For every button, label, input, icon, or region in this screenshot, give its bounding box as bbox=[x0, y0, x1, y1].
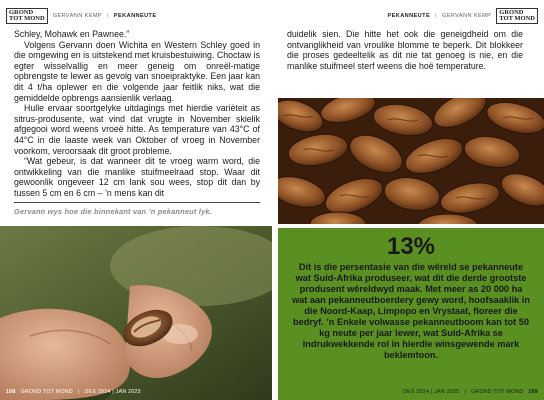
magazine-logo bbox=[496, 8, 538, 24]
right-article-column bbox=[287, 29, 523, 71]
footer-separator: | bbox=[464, 389, 467, 395]
paragraph: “Wat gebeur, is dat wanneer dit te vroeg warm word, die ontwikkeling van die manlike stuifmeelraad stop. Waar dit gewoonlik ongeveer 12 cm lank sou wees, stop dit dan by tussen 5 cm en 6 cm – ’n mens kan dit bbox=[14, 156, 260, 198]
header-author: GERVANN KEMP bbox=[441, 13, 492, 19]
right-page-header bbox=[388, 9, 538, 23]
magazine-logo bbox=[6, 8, 48, 24]
page-number: 109 bbox=[528, 389, 538, 395]
header-separator: | bbox=[435, 13, 437, 19]
left-article-column bbox=[14, 29, 260, 199]
left-page-header bbox=[6, 9, 156, 23]
page-number: 108 bbox=[6, 389, 16, 395]
right-page-footer bbox=[403, 389, 538, 395]
pecan-in-hand-photo bbox=[0, 226, 272, 400]
footer-magazine: GROND TOT MOND bbox=[471, 389, 524, 395]
header-section: PEKANNEUTE bbox=[387, 13, 431, 19]
logo-line-2: TOT MOND bbox=[9, 15, 45, 22]
header-author: GERVANN KEMP bbox=[52, 13, 103, 19]
paragraph: duidelik sien. Die hitte het ook die geneigdheid om die ontvanglikheid van vroulike blomme te beperk. Dit blokkeer die proses gedeeltelik as dit nie tat genoeg is nie, en die manlike stuifmeel sterf weens die hoë temperature. bbox=[287, 29, 523, 71]
paragraph: Volgens Gervann doen Wichita en Western Schley goed in die omgewing en is uitstekend met kruisbestuiwing. Choctaw is egter wisselvallig en meer geneig om onreël-matige opbrengste te lewer as gevolg van snoeipraktyke. Een jaar kan dit 4 t/ha oplewer en die volgende jaar feitlik niks, wat die gemiddelde opbrengs aansienlik verlaag. bbox=[14, 39, 260, 103]
paragraph: Hulle ervaar soortgelyke uitdagings met hierdie variëteit as sitrus-produsente, wat vind dat vrugte in November skielik afgegooi word weens vroeë hitte. As temperature van 43°C of 44°C in die laaste week van Oktober of vroeg in November voorkom, veroorsaak dit groot probleme. bbox=[14, 103, 260, 156]
left-page-footer bbox=[6, 389, 141, 395]
logo-line-1: GROND bbox=[9, 9, 34, 16]
logo-line-2: TOT MOND bbox=[499, 15, 535, 22]
logo-line-1: GROND bbox=[499, 9, 524, 16]
header-section: PEKANNEUTE bbox=[113, 13, 157, 19]
footer-magazine: GROND TOT MOND bbox=[20, 389, 73, 395]
statistic-description: Dit is die persentasie van die wêreld se pekanneute wat Suid-Afrika produseer, wat dit die derde grootste produsent wêreldwyd maak. Met meer as 20 000 ha wat aan pekanneutboerdery gewy word, hoofsaaklik in die Noord-Kaap, Limpopo en Vrystaat, floreer die bedryf. ’n Enkele volwasse pekanneutboom kan tot 50 kg neute per jaar lewer, wat Suid-Afrika se indrukwekkende rol in hierdie winsgewende mark beklemtoon. bbox=[292, 262, 530, 360]
caption-divider bbox=[14, 202, 260, 203]
footer-issue: DES 2024 | JAN 2025 bbox=[403, 389, 460, 395]
header-separator: | bbox=[107, 13, 109, 19]
pecan-halves-photo bbox=[278, 98, 544, 224]
statistic-number: 13% bbox=[386, 233, 436, 260]
footer-issue: DES 2024 | JAN 2025 bbox=[84, 389, 141, 395]
statistic-callout-box bbox=[278, 228, 544, 400]
photo-caption: Gervann wys hoe die binnekant van ’n pekanneut lyk. bbox=[14, 207, 212, 216]
paragraph: Schley, Mohawk en Pawnee.” bbox=[14, 29, 130, 39]
footer-separator: | bbox=[77, 389, 80, 395]
